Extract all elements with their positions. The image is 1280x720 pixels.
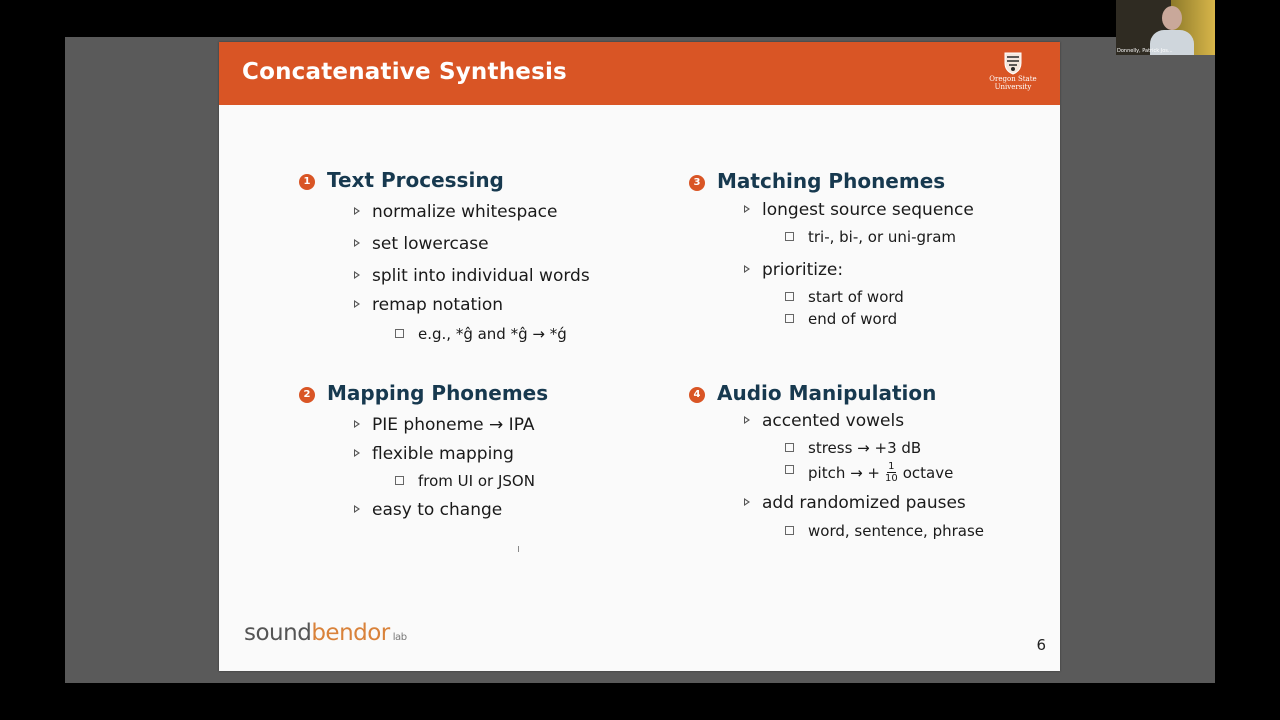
page-number: 6 <box>1036 636 1046 654</box>
square-bullet-icon <box>395 329 404 338</box>
section-title: Mapping Phonemes <box>327 381 549 405</box>
triangle-bullet-icon <box>354 271 360 279</box>
triangle-bullet-icon <box>744 416 750 424</box>
participant-video-tile[interactable] <box>1116 0 1215 55</box>
triangle-bullet-icon <box>744 265 750 273</box>
square-bullet-icon <box>785 232 794 241</box>
triangle-bullet-icon <box>354 449 360 457</box>
triangle-bullet-icon <box>354 420 360 428</box>
slide: Concatenative Synthesis Oregon State University 1 Text Processing normalize whitespace set lowercase split into individual words remap notation e.g., *ĝ and *ĝ → *ǵ 2 Mapping Phonemes PIE phoneme → IPA flexible mapping from UI or JSON easy to change 3 Matching Phonemes longest source sequence tri-, bi-, or uni-gram prioritize: start of word end of word 4 Audio Manipulation accented vowels stress → +3 dB pitch → + $\frac{1}{10}$ octave add randomized pauses word, sentence, phrase soundbendor lab 6 <box>219 42 1060 671</box>
fraction: $\frac{1}{10}$ <box>885 461 898 484</box>
square-bullet-icon <box>785 314 794 323</box>
section-number-badge: 2 <box>299 387 315 403</box>
square-bullet-icon <box>785 443 794 452</box>
triangle-bullet-icon <box>354 239 360 247</box>
triangle-bullet-icon <box>744 498 750 506</box>
section-title: Audio Manipulation <box>717 381 937 405</box>
triangle-bullet-icon <box>354 207 360 215</box>
mouse-cursor-icon <box>518 546 523 552</box>
soundbendor-lab-logo: soundbendor lab <box>244 620 407 646</box>
osu-crest-icon <box>1003 51 1023 75</box>
square-bullet-icon <box>785 465 794 474</box>
participant-avatar <box>1162 6 1182 30</box>
participant-name: Donnelly, Patrick Jos... <box>1117 48 1173 54</box>
section-title: Text Processing <box>327 168 504 192</box>
slide-title-bar <box>219 42 1060 105</box>
osu-logo-text: Oregon State University <box>989 75 1037 91</box>
triangle-bullet-icon <box>354 300 360 308</box>
square-bullet-icon <box>785 526 794 535</box>
section-number-badge: 1 <box>299 174 315 190</box>
square-bullet-icon <box>785 292 794 301</box>
triangle-bullet-icon <box>354 505 360 513</box>
section-number-badge: 3 <box>689 175 705 191</box>
triangle-bullet-icon <box>744 205 750 213</box>
section-title: Matching Phonemes <box>717 169 946 193</box>
square-bullet-icon <box>395 476 404 485</box>
osu-logo <box>988 51 1038 99</box>
slide-title: Concatenative Synthesis <box>242 59 567 85</box>
section-number-badge: 4 <box>689 387 705 403</box>
